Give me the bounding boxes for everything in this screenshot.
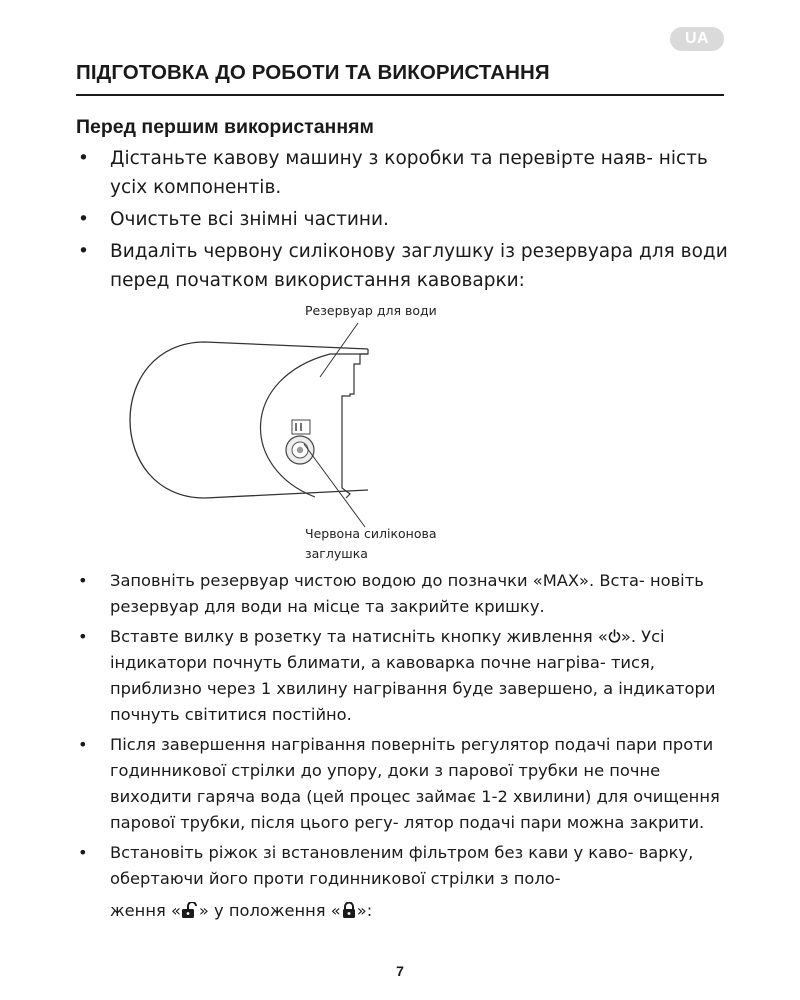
portafilter-tail-start: ження « — [110, 901, 181, 920]
power-step-text-start: Вставте вилку в розетку та натисніть кнопку живлення « — [110, 627, 608, 646]
first-use-steps-list — [76, 144, 736, 295]
page-number: 7 — [396, 963, 404, 979]
list-item: • Очистьте всі знімні частини. — [76, 205, 736, 234]
water-tank-figure — [110, 298, 480, 568]
silicone-plug-label-line: Червона силіконова — [305, 526, 437, 541]
section-heading: Перед першим використанням — [76, 116, 374, 138]
lock-icon — [341, 900, 357, 926]
list-item: • Видаліть червону силіконову заглушку із резервуара для води перед початком використання кавоварки: — [76, 237, 736, 295]
list-item: • Після завершення нагрівання поверніть регулятор подачі пари проти годинникової стрілки до упору, доки з парової трубки не почне виходити гаряча вода (цей процес займає 1-2 хвилини) для очищення парової трубки, після цього регу- лятор подачі пари можна закрити. — [76, 732, 736, 836]
title-divider — [76, 94, 724, 96]
silicone-plug-label — [305, 524, 437, 564]
portafilter-tail-end: »: — [356, 901, 373, 920]
page-title: ПІДГОТОВКА ДО РОБОТИ ТА ВИКОРИСТАННЯ — [76, 61, 550, 84]
portafilter-tail-middle: » у положення « — [198, 901, 341, 920]
list-item — [76, 624, 736, 728]
list-item: • Заповніть резервуар чистою водою до позначки «MAX». Вста- новіть резервуар для води на місце та закрийте кришку. — [76, 568, 736, 620]
unlock-icon — [181, 900, 199, 926]
silicone-plug-label-line: заглушка — [305, 546, 368, 561]
power-icon — [608, 627, 621, 646]
list-item — [76, 840, 736, 926]
power-step-text-end: ». Усі індикатори почнуть блимати, а кавоварка почне нагріва- тися, приблизно через 1 хвилину нагрівання буде завершено, а індикатори почнуть світитися постійно. — [110, 627, 716, 724]
preparation-steps-list — [76, 568, 736, 926]
water-tank-label: Резервуар для води — [305, 303, 437, 318]
language-badge: UA — [670, 27, 724, 51]
portafilter-step-text: Встановіть ріжок зі встановленим фільтром без кави у каво- варку, обертаючи його проти годинникової стрілки з поло- — [110, 843, 694, 888]
list-item: • Дістаньте кавову машину з коробки та перевірте наяв- ність усіх компонентів. — [76, 144, 736, 202]
